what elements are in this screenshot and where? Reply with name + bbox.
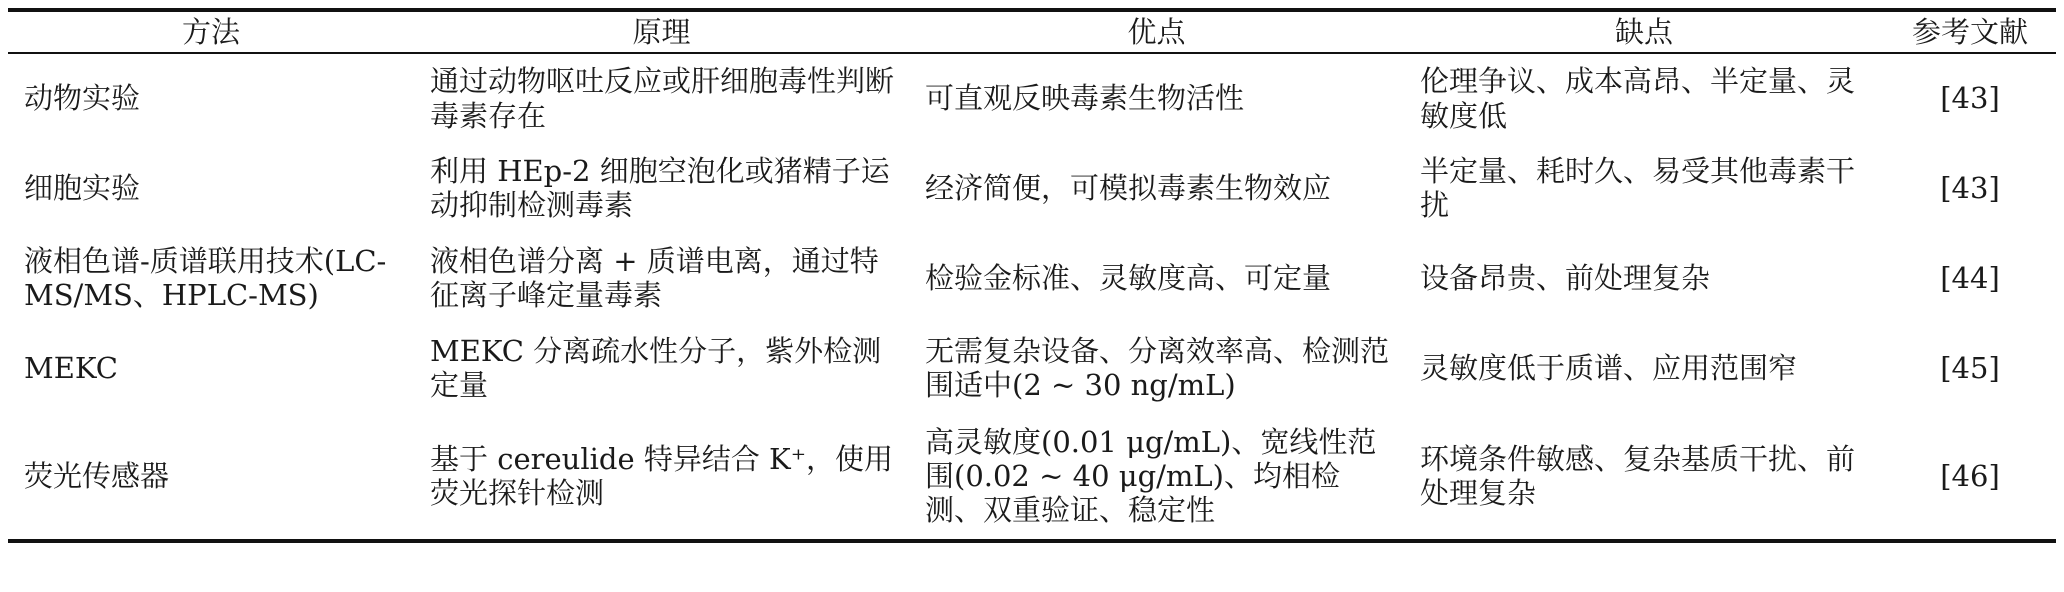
cell-method: 动物实验 [24, 81, 141, 116]
table-header-row [8, 10, 2056, 53]
cell-principle: 利用 HEp-2 细胞空泡化或猪精子运动抑制检测毒素 [430, 153, 890, 222]
table-row [8, 53, 2056, 143]
header-principle: 原理 [632, 14, 691, 49]
cell-advantage: 经济简便，可模拟毒素生物效应 [925, 170, 1332, 205]
cell-reference: [43] [1940, 81, 2000, 116]
comparison-table-container [8, 8, 2056, 543]
cell-principle: 基于 cereulide 特异结合 K⁺，使用荧光探针检测 [430, 441, 894, 510]
cell-method: 细胞实验 [24, 170, 141, 205]
cell-principle: MEKC 分离疏水性分子，紫外检测定量 [430, 333, 882, 402]
cell-method: 液相色谱-质谱联用技术(LC-MS/MS、HPLC-MS) [24, 243, 387, 312]
table-row [8, 323, 2056, 413]
table-row [8, 233, 2056, 323]
cell-advantage: 检验金标准、灵敏度高、可定量 [925, 260, 1332, 295]
cell-reference: [43] [1940, 170, 2000, 205]
cell-advantage: 无需复杂设备、分离效率高、检测范围适中(2 ~ 30 ng/mL) [925, 333, 1390, 402]
cell-method: MEKC [24, 350, 118, 385]
header-advantage: 优点 [1127, 14, 1186, 49]
table-row [8, 413, 2056, 541]
cell-advantage: 可直观反映毒素生物活性 [925, 81, 1245, 116]
header-method: 方法 [181, 14, 240, 49]
cell-reference: [46] [1940, 458, 2000, 493]
header-reference: 参考文献 [1911, 14, 2028, 49]
cell-advantage: 高灵敏度(0.01 μg/mL)、宽线性范围(0.02 ~ 40 μg/mL)、均相检测、双重验证、稳定性 [925, 424, 1377, 528]
cell-method: 荧光传感器 [24, 458, 170, 493]
cell-disadvantage: 半定量、耗时久、易受其他毒素干扰 [1420, 153, 1856, 222]
cell-principle: 液相色谱分离 + 质谱电离，通过特征离子峰定量毒素 [430, 243, 879, 312]
cell-disadvantage: 设备昂贵、前处理复杂 [1420, 260, 1711, 295]
cell-disadvantage: 灵敏度低于质谱、应用范围窄 [1420, 350, 1798, 385]
table-row [8, 143, 2056, 233]
cell-principle: 通过动物呕吐反应或肝细胞毒性判断毒素存在 [430, 64, 895, 133]
cell-reference: [44] [1940, 260, 2000, 295]
cell-reference: [45] [1940, 350, 2000, 385]
header-disadvantage: 缺点 [1614, 14, 1673, 49]
cell-disadvantage: 伦理争议、成本高昂、半定量、灵敏度低 [1420, 64, 1856, 133]
detection-methods-table [8, 8, 2056, 543]
cell-disadvantage: 环境条件敏感、复杂基质干扰、前处理复杂 [1420, 441, 1856, 510]
